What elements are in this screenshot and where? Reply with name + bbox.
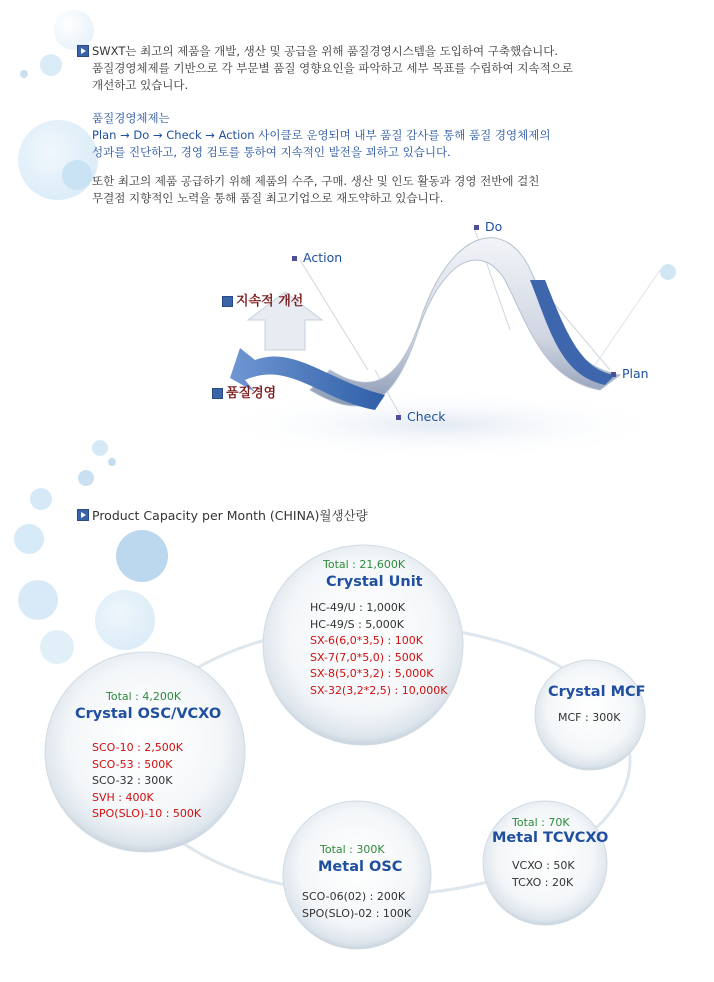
- intro-line: 무결점 지향적인 노력을 통해 품질 최고기업으로 재도약하고 있습니다.: [92, 191, 444, 205]
- intro-line: Plan → Do → Check → Action 사이클로 운영되며 내부 품질 감사를 통해 품질 경영체제의: [92, 128, 551, 142]
- node-items: [92, 740, 221, 823]
- capacity-item: VCXO : 50K: [512, 859, 575, 872]
- bullet-arrow-icon: [77, 45, 89, 57]
- bullet-arrow-icon: [77, 509, 89, 521]
- capacity-section-title: Product Capacity per Month (CHINA)월생산량: [92, 508, 368, 523]
- node-items: [310, 600, 447, 699]
- capacity-item: SCO-10 : 2,500K: [92, 741, 183, 754]
- intro-line: SWXT는 최고의 제품을 개발, 생산 및 공급을 위해 품질경영시스템을 도입하여 구축했습니다.: [92, 44, 559, 58]
- cycle-improve-text: 지속적 개선: [236, 294, 304, 309]
- cycle-label-check: [396, 409, 445, 424]
- decor-bubble: [78, 470, 94, 486]
- node-name: Metal OSC: [318, 859, 403, 875]
- node-name: Crystal Unit: [326, 574, 423, 590]
- intro-line: 개선하고 있습니다.: [92, 78, 189, 92]
- decor-bubble: [40, 54, 62, 76]
- node-name: Metal TCVCXO: [492, 830, 609, 846]
- intro-line: 성과를 진단하고, 경영 검토를 통하여 지속적인 발전을 꾀하고 있습니다.: [92, 145, 451, 159]
- capacity-item: SX-8(5,0*3,2) : 5,000K: [310, 667, 434, 680]
- cycle-quality-text: 품질경영: [226, 386, 277, 401]
- decor-bubble: [108, 458, 116, 466]
- node-total: Total : 300K: [320, 843, 385, 856]
- decor-bubble: [30, 488, 52, 510]
- node-items: [302, 889, 411, 922]
- capacity-item: SX-7(7,0*5,0) : 500K: [310, 650, 423, 664]
- intro-line: 또한 최고의 제품 공급하기 위해 제품의 수주, 구매. 생산 및 인도 활동과 경영 전반에 걸친: [92, 174, 540, 188]
- square-bullet-icon: [611, 372, 616, 377]
- cycle-label-quality: [212, 382, 276, 401]
- capacity-item: SPO(SLO)-10 : 500K: [92, 807, 202, 820]
- decor-bubble: [18, 120, 98, 200]
- node-items: [512, 858, 608, 891]
- decor-bubble: [54, 10, 94, 50]
- capacity-item: HC-49/U : 1,000K: [310, 601, 406, 614]
- decor-bubble: [92, 440, 108, 456]
- cycle-label-improve: [222, 290, 303, 309]
- node-total: Total : 4,200K: [106, 690, 182, 703]
- capacity-item: SCO-06(02) : 200K: [302, 890, 406, 903]
- cycle-do-text: Do: [485, 219, 503, 234]
- node-crystal-unit: [310, 558, 447, 699]
- intro-line: 품질경영체제는: [92, 111, 170, 125]
- capacity-item: SX-6(6,0*3,5) : 100K: [310, 634, 423, 647]
- capacity-item: SPO(SLO)-02 : 100K: [302, 906, 412, 920]
- decor-bubble: [62, 160, 92, 190]
- capacity-item: SCO-32 : 300K: [92, 774, 173, 787]
- cycle-check-text: Check: [407, 409, 446, 424]
- bullet-arrow-icon: [222, 296, 233, 307]
- node-name: Crystal MCF: [548, 684, 646, 700]
- cycle-label-action: [292, 250, 342, 265]
- square-bullet-icon: [474, 225, 479, 230]
- cycle-plan-text: Plan: [622, 366, 649, 381]
- node-name: Crystal OSC/VCXO: [75, 706, 222, 722]
- bullet-arrow-icon: [212, 388, 223, 399]
- intro-line: 품질경영체제를 기반으로 각 부문별 품질 영향요인을 파악하고 세부 목표를 수립하여 지속적으로: [92, 61, 573, 75]
- cycle-label-plan: [611, 366, 649, 381]
- capacity-item: SCO-53 : 500K: [92, 757, 173, 771]
- capacity-item: SVH : 400K: [92, 790, 154, 804]
- capacity-item: MCF : 300K: [558, 711, 621, 724]
- node-items: [558, 710, 646, 727]
- node-crystal-osc: [75, 690, 221, 823]
- pdca-cycle-graphic: [200, 220, 680, 460]
- node-crystal-mcf: [548, 684, 646, 727]
- square-bullet-icon: [292, 256, 297, 261]
- node-total: Total : 70K: [512, 816, 570, 829]
- node-metal-tcvcxo: [492, 816, 608, 891]
- node-total: Total : 21,600K: [323, 558, 406, 571]
- capacity-item: HC-49/S : 5,000K: [310, 617, 405, 631]
- decor-bubble: [20, 70, 28, 78]
- cycle-label-do: [474, 219, 502, 234]
- intro-paragraph-3: [92, 173, 539, 207]
- square-bullet-icon: [396, 415, 401, 420]
- cycle-action-text: Action: [303, 250, 343, 265]
- node-metal-osc: [302, 843, 411, 922]
- intro-paragraph-2: [92, 110, 550, 161]
- capacity-item: TCXO : 20K: [512, 875, 574, 889]
- capacity-item: SX-32(3,2*2,5) : 10,000K: [310, 683, 448, 697]
- intro-paragraph-1: [92, 43, 573, 94]
